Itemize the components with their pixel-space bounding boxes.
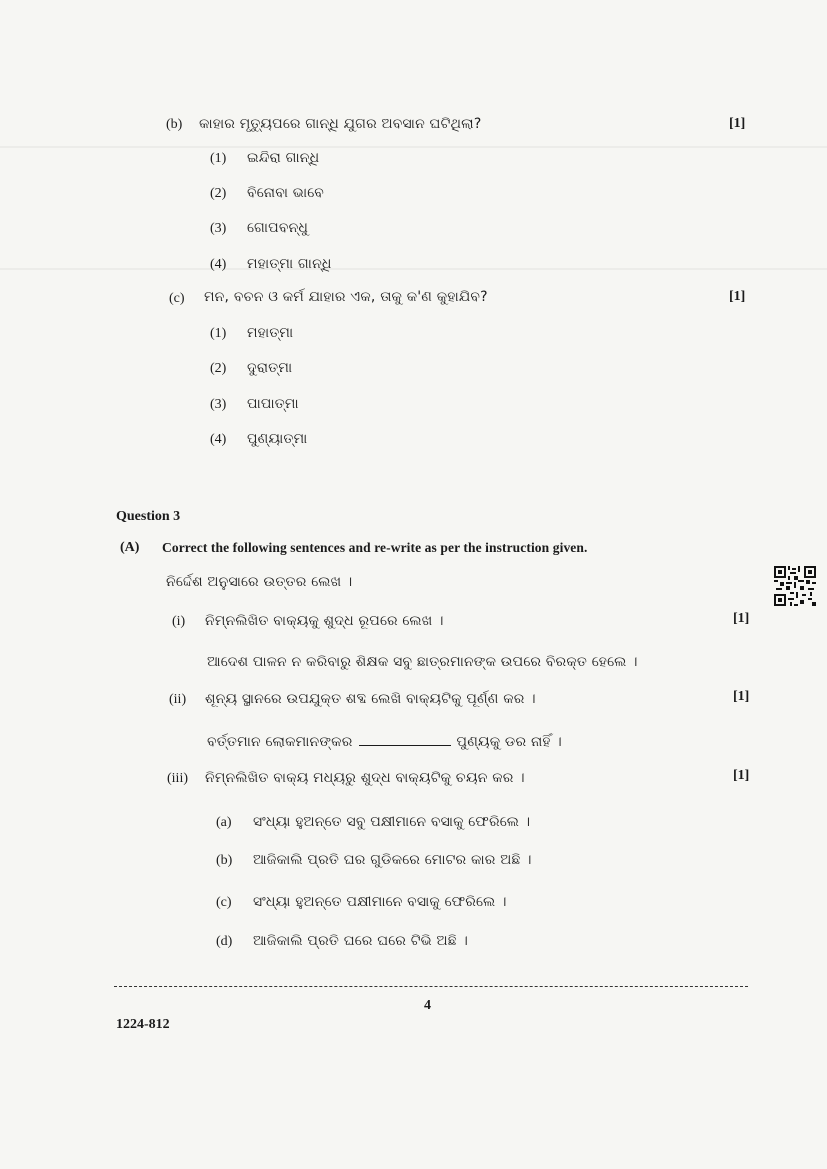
scan-artifact-line bbox=[0, 146, 827, 148]
question-b-marks: [1] bbox=[729, 116, 746, 131]
option-number: (4) bbox=[210, 257, 227, 272]
option-letter: (b) bbox=[216, 853, 233, 868]
section-a-label: (A) bbox=[120, 540, 140, 555]
question-c-marks: [1] bbox=[729, 289, 746, 304]
subquestion-i-label: (i) bbox=[172, 614, 186, 629]
option-text: ଆଜିକାଲି ପ୍ରତି ଘର ଗୁଡିକରେ ମୋଟର କାର ଅଛି । bbox=[253, 852, 532, 868]
subquestion-ii-text: ଶୂନ୍ୟ ସ୍ଥାନରେ ଉପଯୁକ୍ତ ଶବ୍ଦ ଲେଖି ବାକ୍ୟଟିକୁ ପୂର୍ଣ୍ଣ କର । bbox=[205, 691, 536, 707]
subquestion-iii-label: (iii) bbox=[167, 771, 188, 786]
option-text: ପାପାତ୍ମା bbox=[247, 396, 299, 412]
subquestion-i-sentence: ଆଦେଶ ପାଳନ ନ କରିବାରୁ ଶିକ୍ଷକ ସବୁ ଛାତ୍ରମାନଙ୍କ ଉପରେ ବିରକ୍ତ ହେଲେ । bbox=[207, 654, 638, 670]
sentence-after-blank: ପୁଣ୍ୟକୁ ଡର ନାହିଁ । bbox=[456, 734, 562, 750]
answer-blank bbox=[359, 733, 451, 746]
question-3-heading: Question 3 bbox=[116, 509, 181, 524]
section-a-instruction: Correct the following sentences and re-write as per the instruction given. bbox=[162, 540, 588, 555]
option-text: ସଂଧ୍ୟା ହୁଅନ୍ତେ ପକ୍ଷୀମାନେ ବସାକୁ ଫେରିଲେ । bbox=[253, 894, 507, 910]
option-number: (1) bbox=[210, 151, 227, 166]
page-number: 4 bbox=[424, 998, 431, 1013]
option-text: ବିନୋବା ଭାବେ bbox=[247, 185, 324, 201]
odia-instruction: ନିର୍ଦ୍ଦେଶ ଅନୁସାରେ ଉତ୍ତର ଲେଖ । bbox=[166, 574, 353, 590]
option-text: ଆଜିକାଲି ପ୍ରତି ଘରେ ଘରେ ଟିଭି ଅଛି । bbox=[253, 933, 469, 949]
subquestion-iii-text: ନିମ୍ନଲିଖିତ ବାକ୍ୟ ମଧ୍ୟରୁ ଶୁଦ୍ଧ ବାକ୍ୟଟିକୁ ଚୟନ କର । bbox=[205, 770, 525, 786]
question-b-label: (b) bbox=[166, 117, 183, 132]
footer-divider bbox=[114, 986, 748, 987]
qr-code-icon bbox=[774, 566, 816, 606]
option-text: ମହାତ୍ମା ଗାନ୍ଧି bbox=[247, 256, 332, 272]
subquestion-ii-marks: [1] bbox=[733, 689, 750, 704]
option-number: (3) bbox=[210, 221, 227, 236]
option-text: ଗୋପବନ୍ଧୁ bbox=[247, 220, 309, 236]
question-c-text: ମନ, ବଚନ ଓ କର୍ମ ଯାହାର ଏକ, ତାକୁ କ'ଣ କୁହାଯିବ? bbox=[204, 289, 488, 305]
option-number: (2) bbox=[210, 186, 227, 201]
option-text: ଇନ୍ଦିରା ଗାନ୍ଧି bbox=[247, 150, 320, 166]
option-text: ସଂଧ୍ୟା ହୁଅନ୍ତେ ସବୁ ପକ୍ଷୀମାନେ ବସାକୁ ଫେରିଲେ । bbox=[253, 814, 531, 830]
option-text: ଦୁରାତ୍ମା bbox=[247, 360, 293, 376]
option-letter: (a) bbox=[216, 815, 232, 830]
option-text: ପୁଣ୍ୟାତ୍ମା bbox=[247, 431, 308, 447]
question-b-text: କାହାର ମୃତ୍ୟୁପରେ ଗାନ୍ଧି ଯୁଗର ଅବସାନ ଘଟିଥିଲା? bbox=[199, 116, 482, 132]
subquestion-iii-marks: [1] bbox=[733, 768, 750, 783]
subquestion-i-text: ନିମ୍ନଲିଖିତ ବାକ୍ୟକୁ ଶୁଦ୍ଧ ରୂପରେ ଲେଖ । bbox=[205, 613, 444, 629]
option-number: (1) bbox=[210, 326, 227, 341]
subquestion-i-marks: [1] bbox=[733, 611, 750, 626]
option-number: (2) bbox=[210, 361, 227, 376]
option-letter: (d) bbox=[216, 934, 233, 949]
scan-artifact-line bbox=[0, 268, 827, 270]
fill-in-blank-sentence bbox=[207, 733, 562, 749]
sentence-before-blank: ବର୍ତ୍ତମାନ ଲୋକମାନଙ୍କର bbox=[207, 734, 353, 750]
paper-code: 1224-812 bbox=[116, 1017, 170, 1032]
subquestion-ii-label: (ii) bbox=[169, 692, 187, 707]
option-text: ମହାତ୍ମା bbox=[247, 325, 294, 341]
option-number: (4) bbox=[210, 432, 227, 447]
option-number: (3) bbox=[210, 397, 227, 412]
option-letter: (c) bbox=[216, 895, 232, 910]
question-c-label: (c) bbox=[169, 291, 185, 306]
